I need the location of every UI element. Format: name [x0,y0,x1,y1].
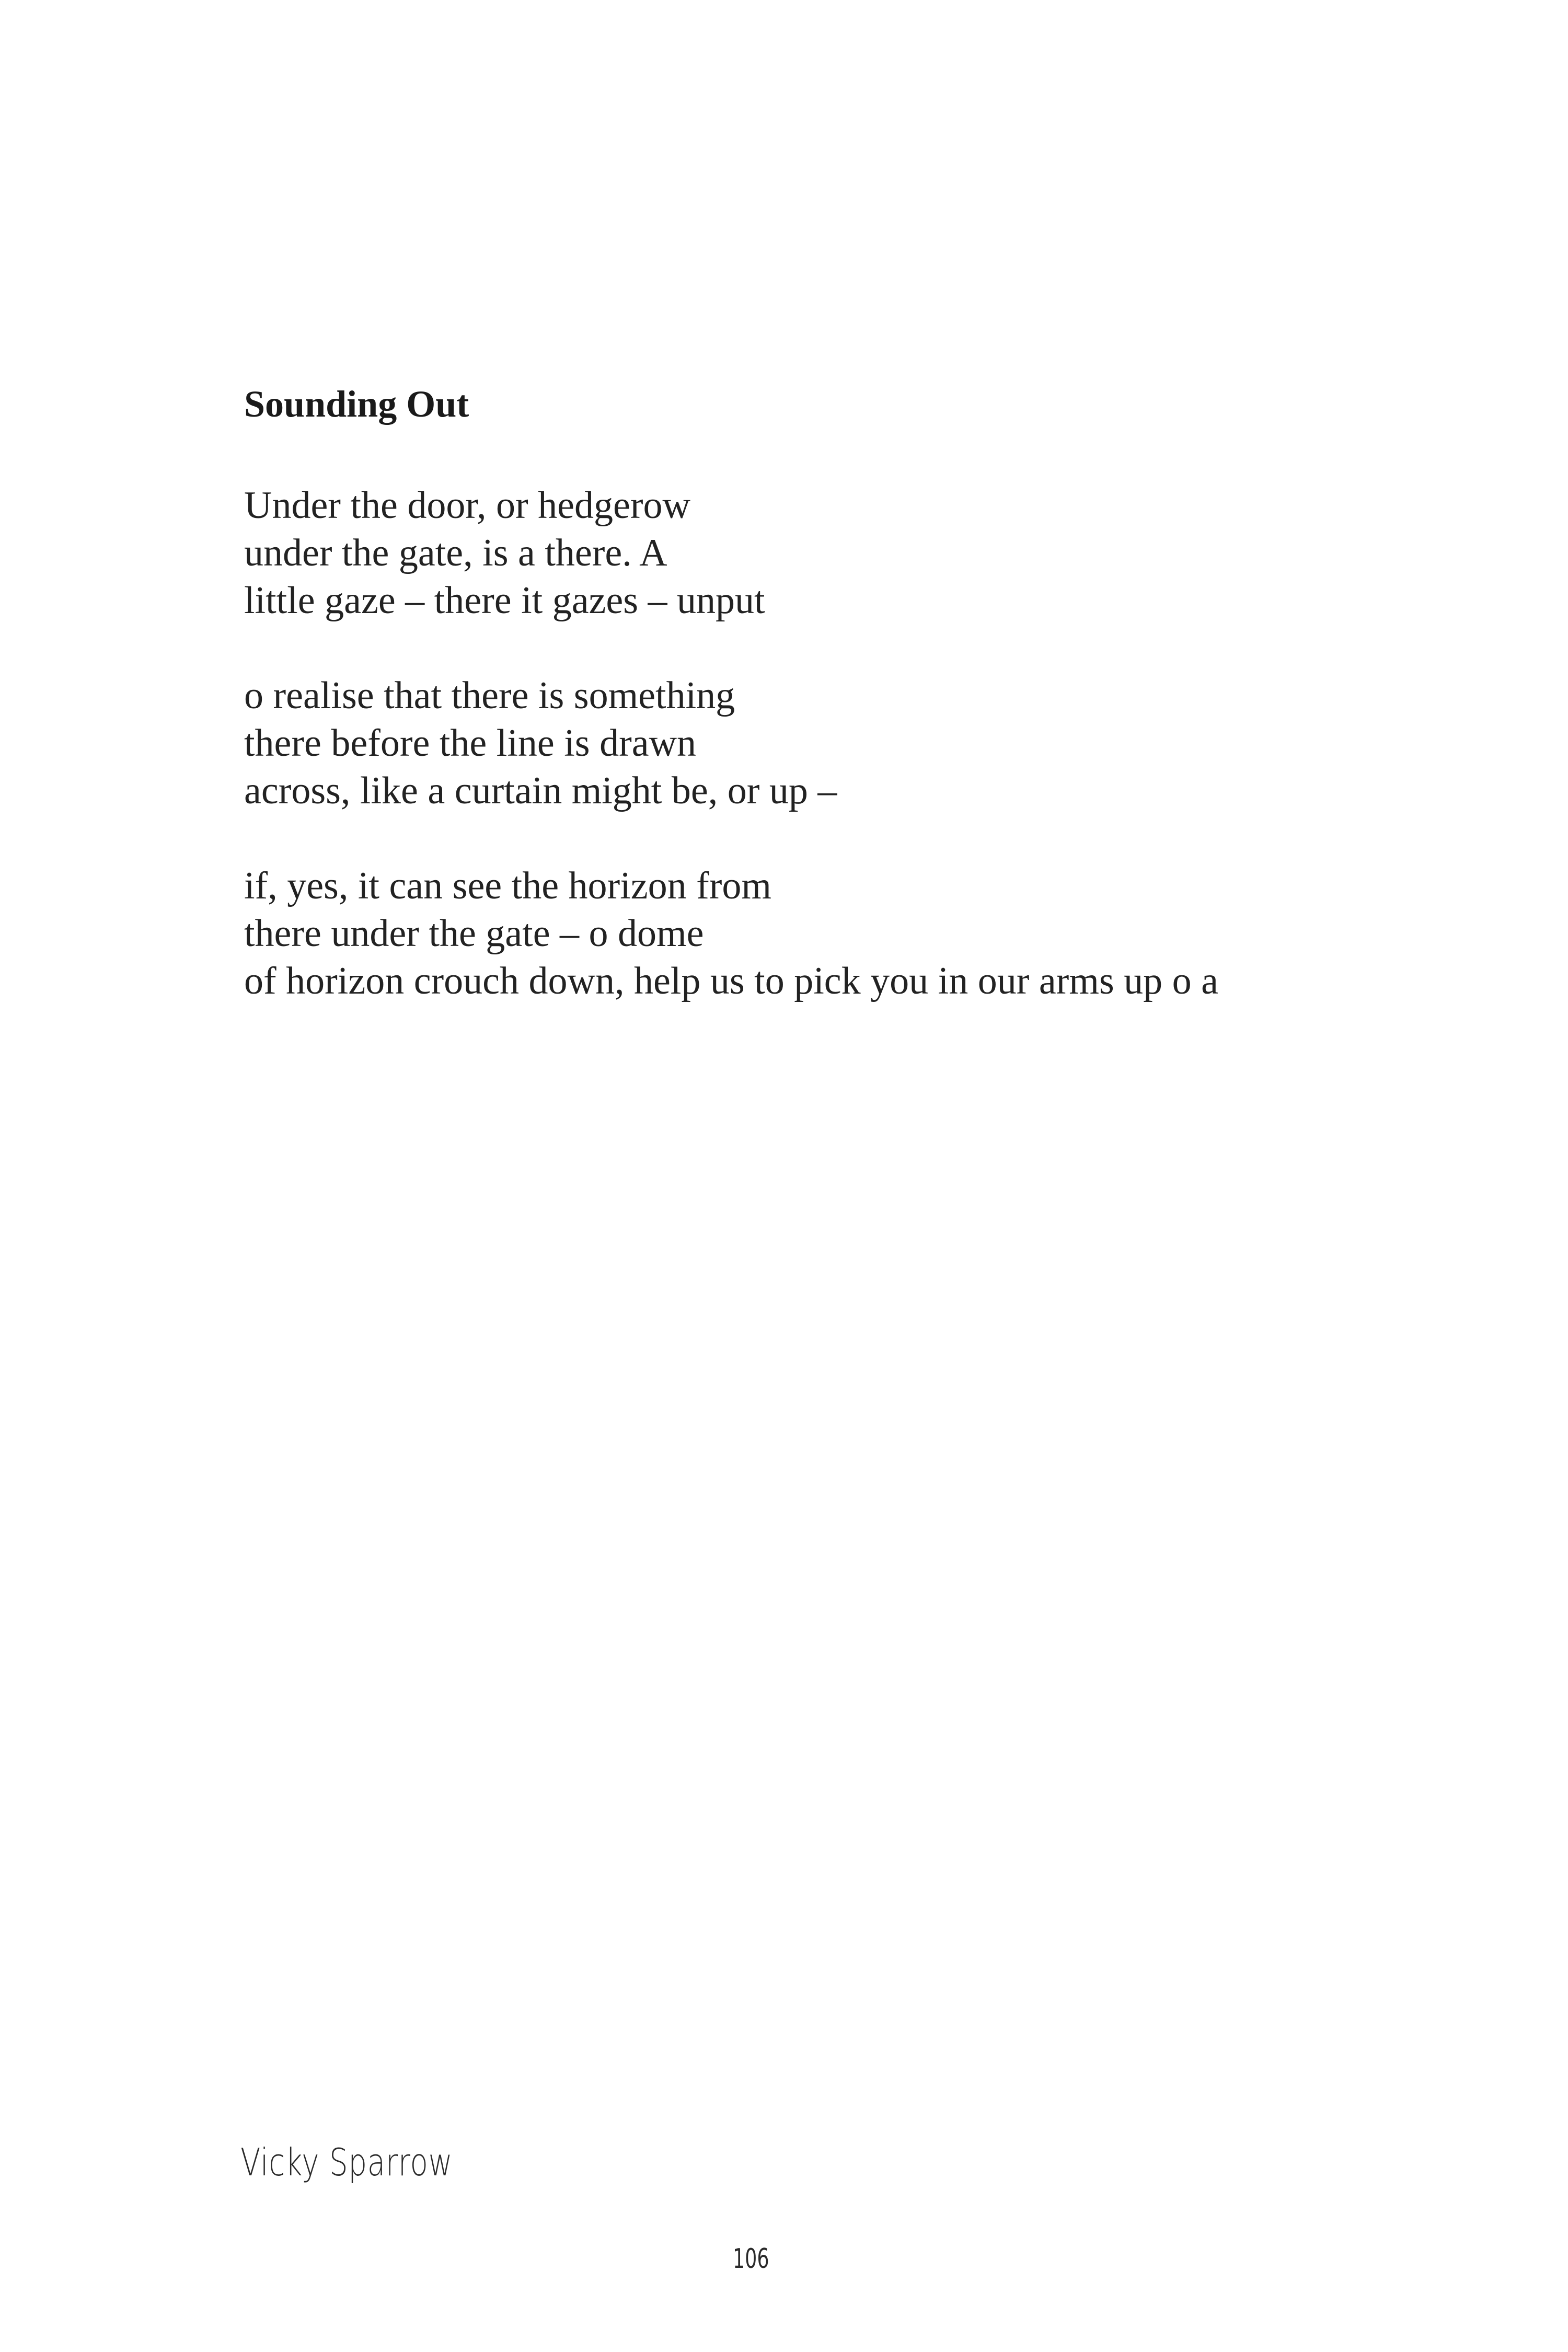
poem-stanza [244,672,837,815]
poem-line: little gaze – there it gazes – unput [244,579,765,622]
poem-line: o realise that there is something [244,674,735,717]
poem-line: there under the gate – o dome [244,912,704,955]
poem-line: under the gate, is a there. A [244,532,667,574]
poem-stanza [244,482,765,625]
poem-title: Sounding Out [244,383,469,425]
page-number: 106 [733,2243,769,2275]
poem-line: there before the line is drawn [244,722,697,765]
poem-line: if, yes, it can see the horizon from [244,864,771,907]
author-name: Vicky Sparrow [240,2140,453,2184]
poem-stanza [244,862,1218,1005]
poem-line: across, like a curtain might be, or up – [244,769,837,812]
poem-line: of horizon crouch down, help us to pick you in our arms up o a [244,960,1219,1002]
poem-line: Under the door, or hedgerow [244,484,690,527]
